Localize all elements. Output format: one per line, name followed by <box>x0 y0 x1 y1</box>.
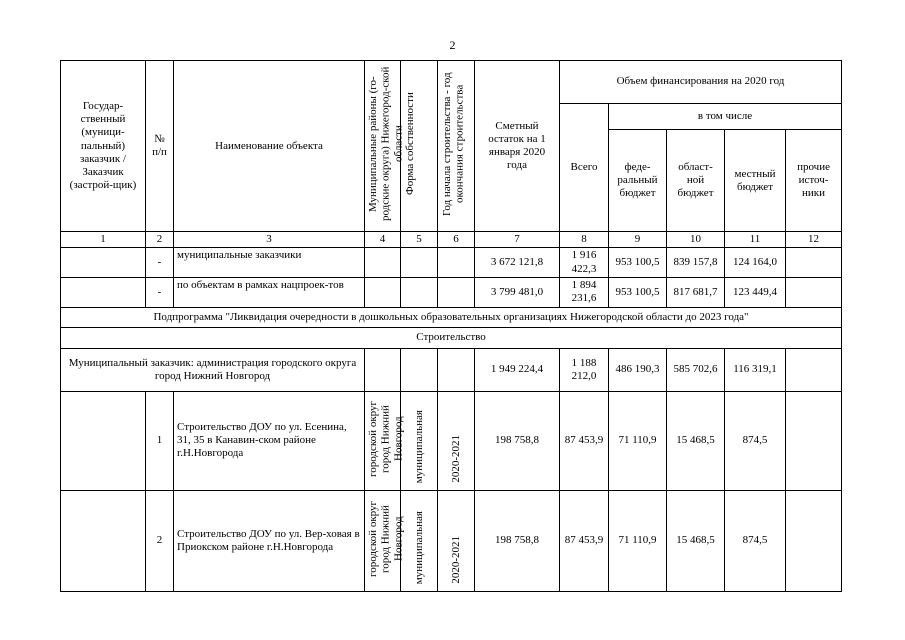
table-row <box>61 248 842 277</box>
row-other <box>786 490 842 591</box>
row-district: городской округ город Нижний Новгород <box>365 490 401 591</box>
header-num: № п/п <box>146 61 174 232</box>
column-numbers-row <box>61 232 842 248</box>
row-regional: 585 702,6 <box>667 348 725 391</box>
header-object-name: Наименование объекта <box>174 61 365 232</box>
section-title: Строительство <box>61 327 842 348</box>
row-regional: 15 468,5 <box>667 391 725 490</box>
header-customer: Государ-ственный (муници-пальный) заказчик / Заказчик (застрой-щик) <box>61 61 146 232</box>
header-including: в том числе <box>609 104 842 130</box>
row-name: по объектам в рамках нацпроек-тов <box>174 277 365 307</box>
header-regional: област-ной бюджет <box>667 130 725 232</box>
row-total: 1 894 231,6 <box>560 277 609 307</box>
page-number: 2 <box>449 38 456 52</box>
row-num: 2 <box>146 490 174 591</box>
row-local: 874,5 <box>725 391 786 490</box>
header-estimate: Сметный остаток на 1 января 2020 года <box>475 61 560 232</box>
table-row <box>61 391 842 490</box>
row-federal: 71 110,9 <box>609 490 667 591</box>
row-estimate: 198 758,8 <box>475 391 560 490</box>
row-estimate: 3 672 121,8 <box>475 248 560 277</box>
header-federal: феде-ральный бюджет <box>609 130 667 232</box>
row-name: Строительство ДОУ по ул. Вер-ховая в Приокском районе г.Н.Новгорода <box>174 490 365 591</box>
row-total: 1 916 422,3 <box>560 248 609 277</box>
row-other <box>786 277 842 307</box>
col-number: 5 <box>401 232 438 248</box>
funding-table <box>60 60 842 592</box>
customer-name: Муниципальный заказчик: администрация городского округа город Нижний Новгород <box>61 348 365 391</box>
header-funding: Объем финансирования на 2020 год <box>560 61 842 104</box>
header-years: Год начала строительства - год окончания строительства <box>438 61 475 232</box>
row-local: 124 164,0 <box>725 248 786 277</box>
row-local: 874,5 <box>725 490 786 591</box>
row-federal: 953 100,5 <box>609 248 667 277</box>
row-federal: 486 190,3 <box>609 348 667 391</box>
row-years: 2020-2021 <box>438 391 475 490</box>
row-ownership: муниципальная <box>401 490 438 591</box>
row-local: 116 319,1 <box>725 348 786 391</box>
header-ownership: Форма собственности <box>401 61 438 232</box>
col-number: 8 <box>560 232 609 248</box>
col-number: 4 <box>365 232 401 248</box>
row-estimate: 3 799 481,0 <box>475 277 560 307</box>
header-other: прочие источ-ники <box>786 130 842 232</box>
col-number: 6 <box>438 232 475 248</box>
table-row <box>61 348 842 391</box>
col-number: 11 <box>725 232 786 248</box>
row-total: 87 453,9 <box>560 391 609 490</box>
subprogram-title: Подпрограмма "Ликвидация очередности в дошкольных образовательных организациях Нижегородской области до 2023 года" <box>61 307 842 327</box>
row-years: 2020-2021 <box>438 490 475 591</box>
row-regional: 839 157,8 <box>667 248 725 277</box>
row-other <box>786 391 842 490</box>
col-number: 2 <box>146 232 174 248</box>
col-number: 10 <box>667 232 725 248</box>
row-local: 123 449,4 <box>725 277 786 307</box>
row-regional: 817 681,7 <box>667 277 725 307</box>
table-row <box>61 277 842 307</box>
row-total: 87 453,9 <box>560 490 609 591</box>
row-num: - <box>146 248 174 277</box>
row-ownership: муниципальная <box>401 391 438 490</box>
header-districts: Муниципальные районы (го-родские округа) Нижегород-ской области <box>365 61 401 232</box>
row-num: 1 <box>146 391 174 490</box>
row-name: Строительство ДОУ по ул. Есенина, 31, 35 в Канавин-ском районе г.Н.Новгорода <box>174 391 365 490</box>
col-number: 9 <box>609 232 667 248</box>
row-other <box>786 348 842 391</box>
row-name: муниципальные заказчики <box>174 248 365 277</box>
row-estimate: 198 758,8 <box>475 490 560 591</box>
row-district: городской округ город Нижний Новгород <box>365 391 401 490</box>
col-number: 12 <box>786 232 842 248</box>
row-federal: 71 110,9 <box>609 391 667 490</box>
col-number: 7 <box>475 232 560 248</box>
header-local: местный бюджет <box>725 130 786 232</box>
row-estimate: 1 949 224,4 <box>475 348 560 391</box>
col-number: 1 <box>61 232 146 248</box>
row-other <box>786 248 842 277</box>
table-row <box>61 490 842 591</box>
row-total: 1 188 212,0 <box>560 348 609 391</box>
row-federal: 953 100,5 <box>609 277 667 307</box>
col-number: 3 <box>174 232 365 248</box>
row-regional: 15 468,5 <box>667 490 725 591</box>
header-total: Всего <box>560 104 609 232</box>
row-num: - <box>146 277 174 307</box>
